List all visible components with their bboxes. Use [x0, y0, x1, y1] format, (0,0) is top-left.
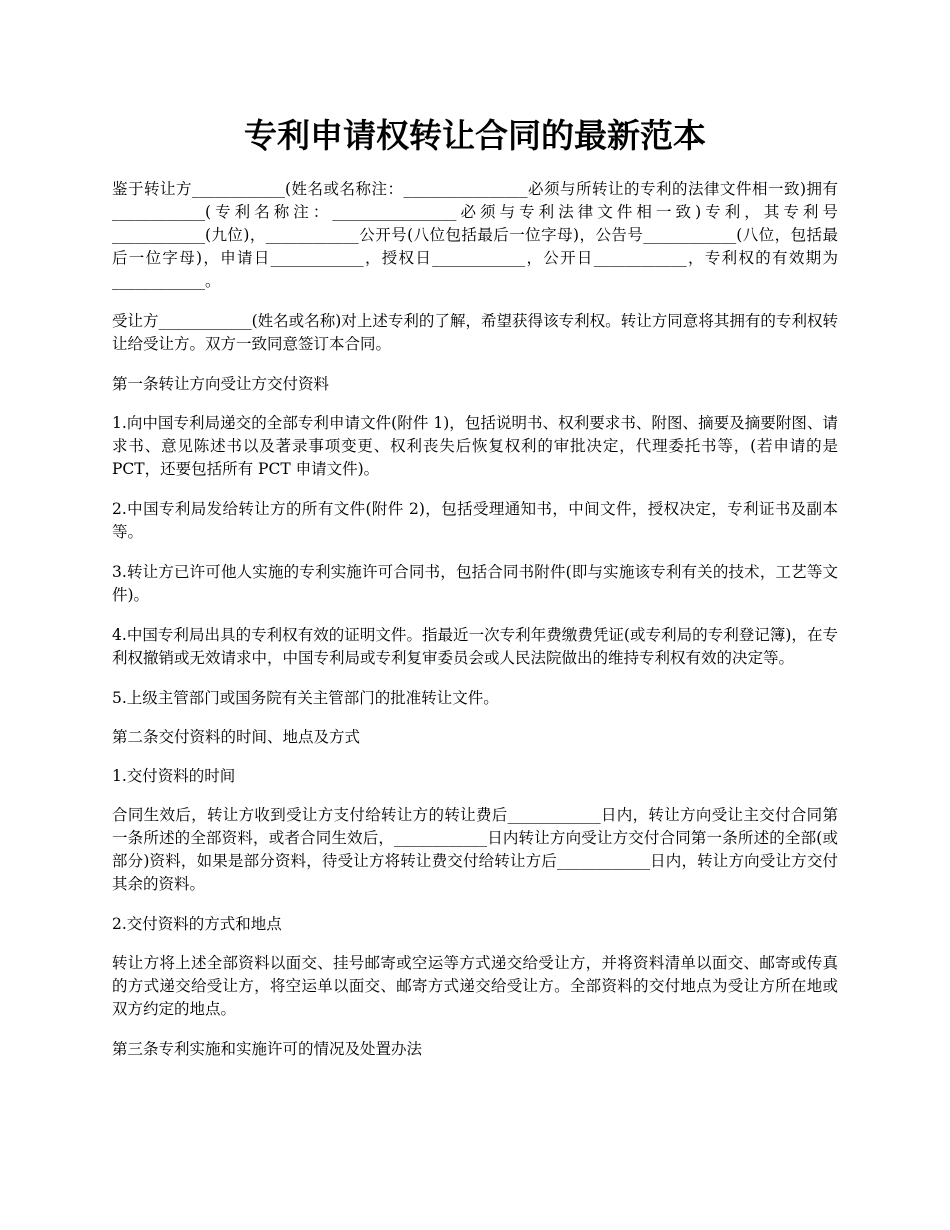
article-2-subheading-method: 2.交付资料的方式和地点	[112, 915, 282, 933]
article-1-heading: 第一条转让方向受让方交付资料	[112, 375, 330, 393]
article-1-item-4: 4.中国专利局出具的专利权有效的证明文件。指最近一次专利年费缴费凭证(或专利局的专利登记簿)，在专利权撤销或无效请求中，中国专利局或专利复审委员会或人民法院做出的维持专利权有效的决定等。	[112, 626, 838, 667]
paragraph-preamble: 鉴于转让方____________(姓名或名称注：________________必须与所转让的专利的法律文件相一致)拥有____________(专利名称注：________________必须与专利法律文件相一致)专利，其专利号____________(九位)，____________公开号(八位包括最后一位字母)，公告号____________(八位，包括最后一位字母)，申请日____________，授权日____________，公开日____________，专利权的有效期为____________。	[112, 180, 838, 290]
document-title: 专利申请权转让合同的最新范本	[244, 116, 706, 155]
article-2-method-text: 转让方将上述全部资料以面交、挂号邮寄或空运等方式递交给受让方，并将资料清单以面交、邮寄或传真的方式递交给受让方，将空运单以面交、邮寄方式递交给受让方。全部资料的交付地点为受让方所在地或双方约定的地点。	[112, 954, 838, 1018]
article-1-item-1: 1.向中国专利局递交的全部专利申请文件(附件 1)，包括说明书、权利要求书、附图、摘要及摘要附图、请求书、意见陈述书以及著录事项变更、权利丧失后恢复权利的审批决定，代理委托书等，(若申请的是 PCT，还要包括所有 PCT 申请文件)。	[112, 414, 838, 478]
article-1-item-3: 3.转让方已许可他人实施的专利实施许可合同书，包括合同书附件(即与实施该专利有关的技术，工艺等文件)。	[112, 563, 838, 604]
article-2-heading: 第二条交付资料的时间、地点及方式	[112, 728, 361, 746]
article-1-item-2: 2.中国专利局发给转让方的所有文件(附件 2)，包括受理通知书，中间文件，授权决定，专利证书及副本等。	[112, 500, 838, 541]
article-2-time-text: 合同生效后，转让方收到受让方支付给转让方的转让费后____________日内，转让方向受让主交付合同第一条所述的全部资料，或者合同生效后，____________日内转让方向受让方交付合同第一条所述的全部(或部分)资料，如果是部分资料，待受让方将转让费交付给转让方后____________日内，转让方向受让方交付其余的资料。	[112, 806, 838, 893]
article-2-subheading-time: 1.交付资料的时间	[112, 767, 236, 785]
article-3-heading: 第三条专利实施和实施许可的情况及处置办法	[112, 1040, 423, 1058]
article-1-item-5: 5.上级主管部门或国务院有关主管部门的批准转让文件。	[112, 689, 499, 707]
document-body	[112, 178, 838, 1061]
paragraph-assignee-intent: 受让方____________(姓名或名称)对上述专利的了解，希望获得该专利权。转让方同意将其拥有的专利权转让给受让方。双方一致同意签订本合同。	[112, 312, 838, 353]
